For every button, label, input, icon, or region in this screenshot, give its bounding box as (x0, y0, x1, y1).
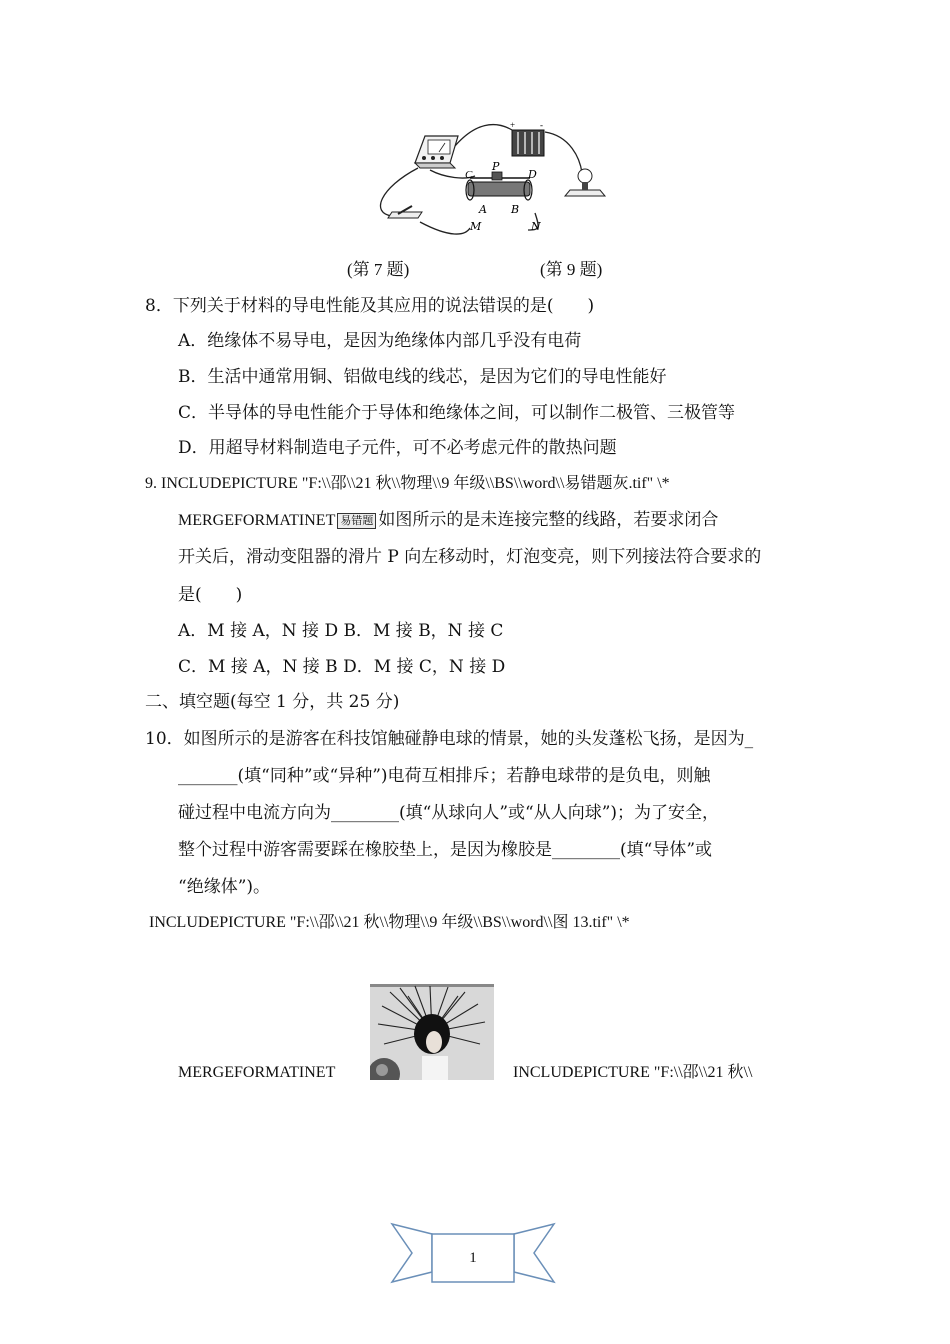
label-N: N (531, 220, 541, 233)
q8-option-b: B．生活中通常用铜、铝做电线的线芯，是因为它们的导电性能好 (178, 367, 667, 387)
rheostat-icon (466, 172, 532, 200)
voltmeter-icon (415, 136, 458, 168)
q10-line4: 整个过程中游客需要踩在橡胶垫上，是因为橡胶是________(填“导体”或 (178, 840, 713, 860)
q8-stem: 8．下列关于材料的导电性能及其应用的说法错误的是( ) (145, 296, 595, 316)
q9-stem-start: 如图所示的是未连接完整的线路，若要求闭合 (378, 510, 719, 530)
label-C: C (465, 169, 473, 181)
q9-options-ab: A．M 接 A，N 接 D B．M 接 B，N 接 C (178, 621, 504, 641)
q8-option-d: D．用超导材料制造电子元件，可不必考虑元件的散热问题 (178, 438, 617, 458)
q8-option-c: C．半导体的导电性能介于导体和绝缘体之间，可以制作二极管、三极管等 (178, 403, 736, 423)
circuit-figure (370, 118, 620, 240)
battery-icon (512, 130, 544, 156)
label-B: B (511, 203, 520, 216)
q8-option-a: A．绝缘体不易导电，是因为绝缘体内部几乎没有电荷 (178, 331, 582, 351)
q9-include-line: 9. INCLUDEPICTURE "F:\\邵\\21 秋\\物理\\9 年级\\BS\\word\\易错题灰.tif" \* (145, 475, 670, 492)
include-picture-line-2: INCLUDEPICTURE "F:\\邵\\21 秋\\ (513, 1064, 753, 1081)
q10-line1: 10．如图所示的是游客在科技馆触碰静电球的情景，她的头发蓬松飞扬，是因为_ (145, 729, 754, 749)
lamp-icon (565, 169, 605, 196)
switch-icon (388, 206, 422, 218)
label-M: M (470, 220, 482, 233)
label-D: D (528, 168, 537, 181)
q10-line3: 碰过程中电流方向为________(填“从球向人”或“从人向球”)；为了安全， (178, 803, 720, 823)
q9-line3: 开关后，滑动变阻器的滑片 P 向左移动时，灯泡变亮，则下列接法符合要求的 (178, 547, 762, 567)
q9-line2 (178, 508, 718, 533)
merge-format-line: MERGEFORMATINET (178, 1064, 336, 1081)
include-picture-line: INCLUDEPICTURE "F:\\邵\\21 秋\\物理\\9 年级\\BS\\word\\图 13.tif" \* (149, 914, 630, 931)
caption-q7: (第 7 题) (347, 260, 410, 279)
static-ball-photo (370, 984, 494, 1080)
label-P: P (492, 160, 500, 173)
label-A: A (479, 203, 487, 216)
q9-options-cd: C．M 接 A，N 接 B D．M 接 C，N 接 D (178, 657, 506, 677)
label-plus: + (510, 120, 516, 130)
section-2-heading: 二、填空题(每空 1 分，共 25 分) (145, 692, 400, 712)
error-prone-badge: 易错题 (337, 513, 376, 529)
q10-line2: _______(填“同种”或“异种”)电荷互相排斥；若静电球带的是负电，则触 (178, 766, 711, 786)
page-number: 1 (469, 1250, 477, 1266)
q10-line5: “绝缘体”)。 (178, 877, 271, 897)
q9-merge: MERGEFORMATINET (178, 512, 336, 529)
caption-q9: (第 9 题) (540, 260, 603, 279)
label-minus: - (540, 120, 543, 130)
q9-line4: 是( ) (178, 585, 243, 605)
